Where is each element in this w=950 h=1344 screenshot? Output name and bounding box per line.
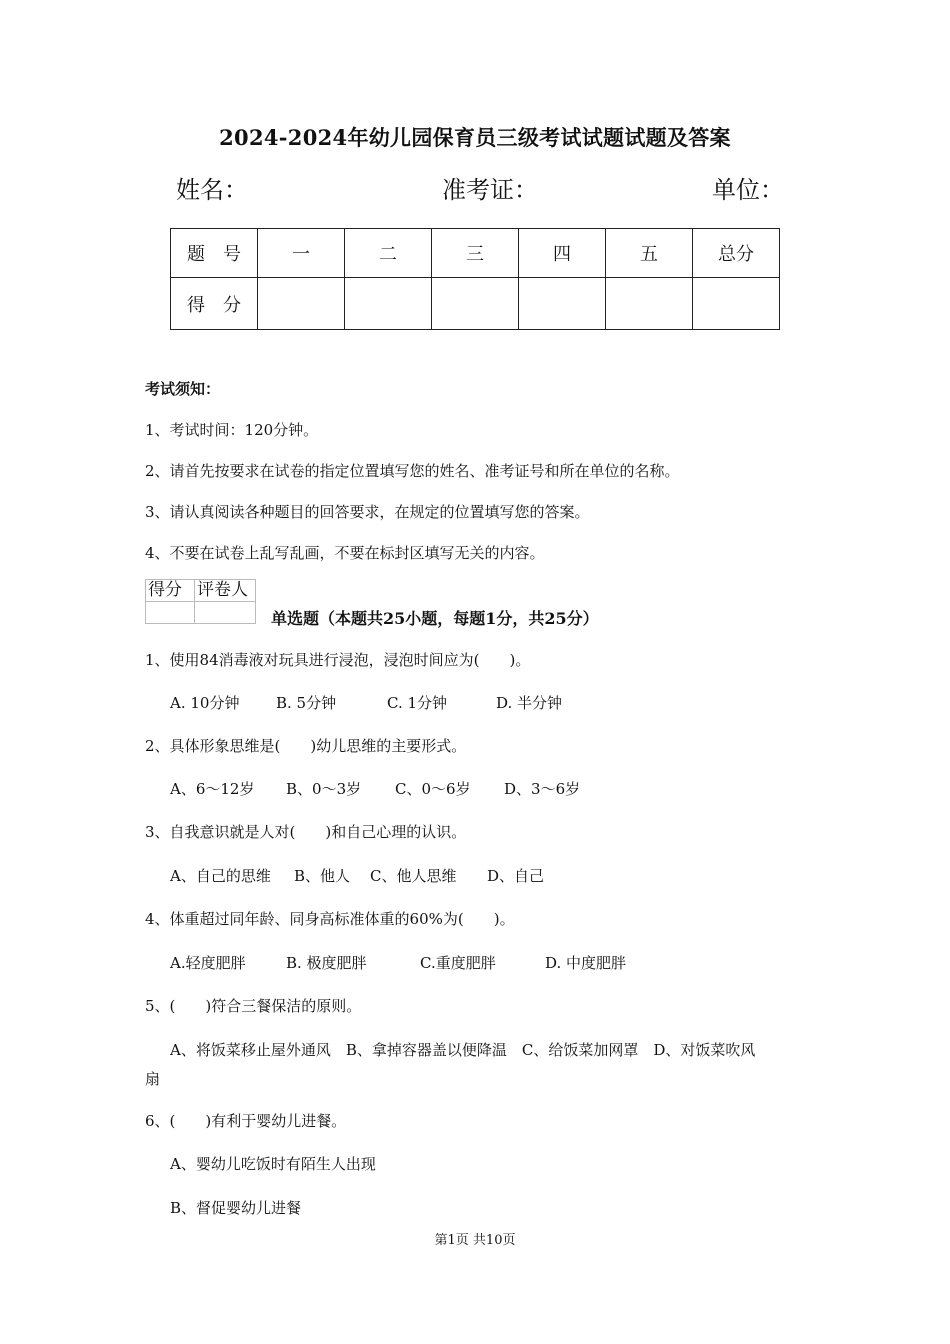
score-cell-1[interactable] [258,278,345,330]
notice-item: 4、不要在试卷上乱写乱画，不要在标封区填写无关的内容。 [145,544,545,562]
unit-field-label: 单位： [712,176,784,204]
score-table-header-3: 三 [432,229,519,278]
option: A、6～12岁 [170,780,255,798]
option: B、他人 [294,867,351,885]
option: D、自己 [487,867,545,885]
option: A. 10分钟 [170,694,240,712]
option: D. 半分钟 [496,694,563,712]
score-table-header-label: 题 号 [171,229,258,278]
option: C、他人思维 [370,867,457,885]
question-stem: 4、体重超过同年龄、同身高标准体重的60%为( )。 [145,910,515,928]
ticket-field-label: 准考证： [442,176,538,204]
option: A、婴幼儿吃饭时有陌生人出现 [170,1155,376,1173]
option: D. 中度肥胖 [545,954,627,972]
question-stem: 5、( )符合三餐保洁的原则。 [145,997,362,1015]
name-field-label: 姓名： [176,176,248,204]
score-table-header-total: 总分 [693,229,780,278]
option: B、0～3岁 [286,780,362,798]
grader-score-label: 得分 [146,580,195,602]
notice-heading: 考试须知： [145,380,221,398]
option-line: A、将饭菜移止屋外通风 B、拿掉容器盖以便降温 C、给饭菜加网罩 D、对饭菜吹风 [170,1041,756,1059]
question-stem: 1、使用84消毒液对玩具进行浸泡，浸泡时间应为( )。 [145,651,531,669]
notice-item: 1、考试时间：120分钟。 [145,421,319,439]
grader-score-cell[interactable] [146,602,195,624]
question-stem: 2、具体形象思维是( )幼儿思维的主要形式。 [145,737,467,755]
score-table [170,228,780,330]
option: B、督促婴幼儿进餐 [170,1199,302,1217]
score-cell-4[interactable] [519,278,606,330]
option: C.重度肥胖 [420,954,496,972]
score-table-score-row [171,278,780,330]
notice-item: 3、请认真阅读各种题目的回答要求，在规定的位置填写您的答案。 [145,503,590,521]
score-cell-3[interactable] [432,278,519,330]
option: C、0～6岁 [395,780,471,798]
grader-name-label: 评卷人 [195,580,256,602]
score-table-header-4: 四 [519,229,606,278]
page-footer: 第1页 共10页 [434,1233,516,1248]
question-stem: 6、( )有利于婴幼儿进餐。 [145,1112,347,1130]
option: D、3～6岁 [504,780,581,798]
option: A、自己的思维 [170,867,271,885]
option: A.轻度肥胖 [170,954,246,972]
score-table-header-2: 二 [345,229,432,278]
score-table-header-1: 一 [258,229,345,278]
score-table-header-5: 五 [606,229,693,278]
score-cell-2[interactable] [345,278,432,330]
score-cell-total[interactable] [693,278,780,330]
question-stem: 3、自我意识就是人对( )和自己心理的认识。 [145,823,467,841]
option: B. 极度肥胖 [286,954,367,972]
grader-name-cell[interactable] [195,602,256,624]
option: B. 5分钟 [276,694,337,712]
page-title: 2024-2024年幼儿园保育员三级考试试题试题及答案 [219,125,731,150]
score-cell-5[interactable] [606,278,693,330]
score-table-score-label: 得 分 [171,278,258,330]
grader-table [145,579,256,624]
score-table-header-row [171,229,780,278]
option-line: 扇 [145,1070,161,1088]
section-title: 单选题（本题共25小题，每题1分，共25分） [271,609,599,628]
notice-item: 2、请首先按要求在试卷的指定位置填写您的姓名、准考证号和所在单位的名称。 [145,462,680,480]
option: C. 1分钟 [387,694,448,712]
